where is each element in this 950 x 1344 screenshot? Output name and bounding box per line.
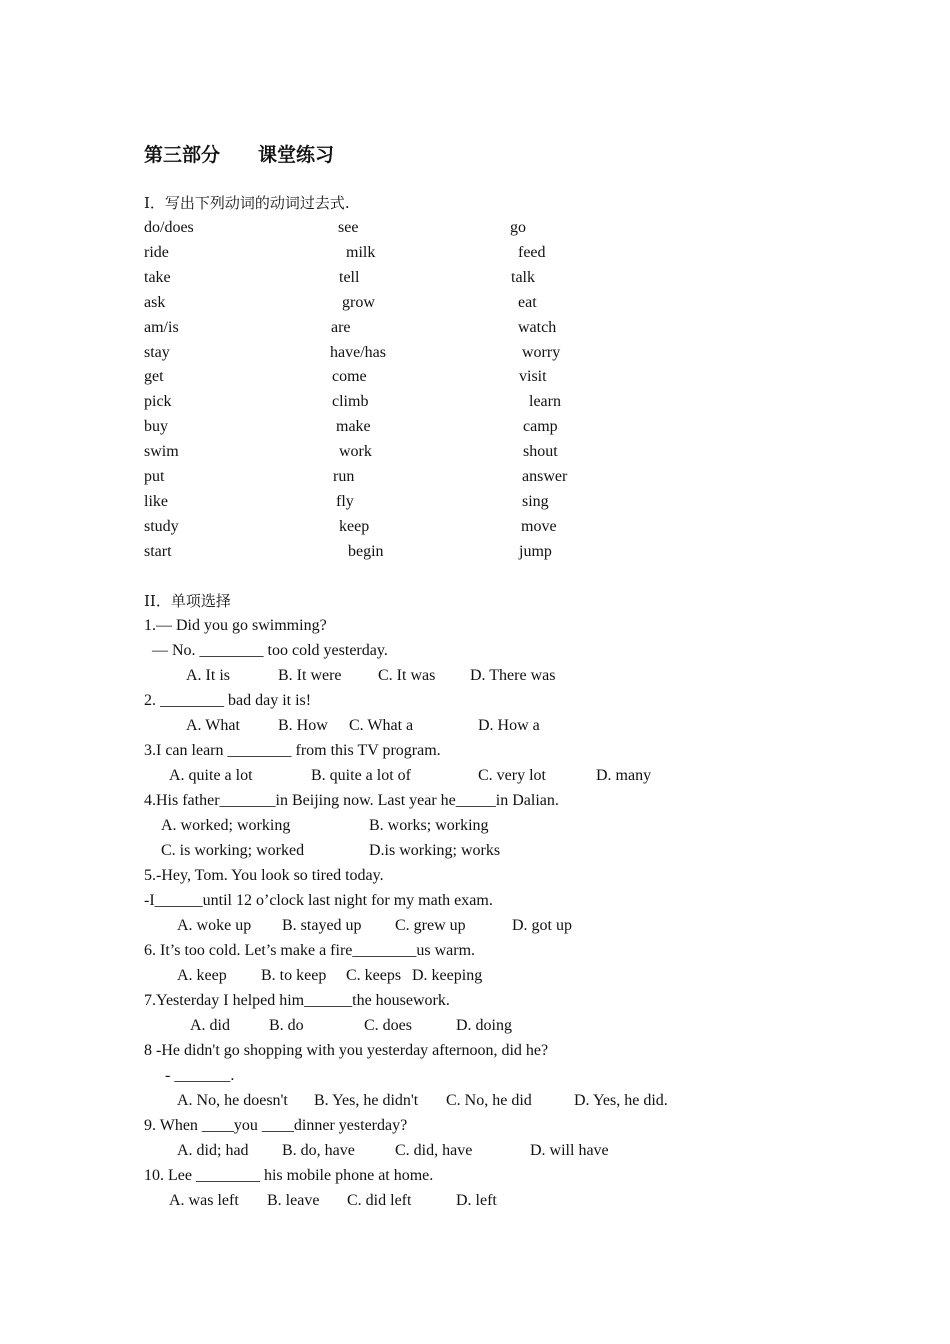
question-1-stem: 1.— Did you go swimming? bbox=[144, 617, 327, 634]
question-6-option-a: A. keep bbox=[177, 967, 227, 984]
verb-cell: move bbox=[521, 518, 557, 535]
question-2-option-a: A. What bbox=[186, 717, 240, 734]
verb-cell: are bbox=[331, 319, 351, 336]
verb-cell: shout bbox=[523, 443, 558, 460]
verb-cell: go bbox=[510, 219, 526, 236]
question-8-stem: 8 -He didn't go shopping with you yesterday afternoon, did he? bbox=[144, 1042, 549, 1059]
verb-cell: buy bbox=[144, 418, 168, 435]
verb-cell: eat bbox=[518, 294, 537, 311]
question-6-option-d: D. keeping bbox=[412, 967, 483, 984]
question-10-option-a: A. was left bbox=[169, 1192, 239, 1209]
verb-cell: feed bbox=[518, 244, 546, 261]
question-5-stem2: -I______until 12 o’clock last night for my math exam. bbox=[144, 892, 493, 909]
verb-cell: tell bbox=[339, 269, 360, 286]
verb-cell: grow bbox=[342, 294, 375, 311]
verb-cell: study bbox=[144, 518, 179, 535]
question-7-option-d: D. doing bbox=[456, 1017, 512, 1034]
verb-cell: answer bbox=[522, 468, 568, 485]
question-3-option-d: D. many bbox=[596, 767, 652, 784]
question-6-option-b: B. to keep bbox=[261, 967, 327, 984]
question-9-option-b: B. do, have bbox=[282, 1142, 355, 1159]
question-6-stem: 6. It’s too cold. Let’s make a fire________us warm. bbox=[144, 942, 476, 959]
verb-cell: work bbox=[339, 443, 372, 460]
question-10-stem: 10. Lee ________ his mobile phone at home. bbox=[144, 1167, 434, 1184]
question-5-option-c: C. grew up bbox=[395, 917, 466, 934]
question-10-option-b: B. leave bbox=[267, 1192, 320, 1209]
verb-cell: sing bbox=[522, 493, 549, 510]
question-1-option-b: B. It were bbox=[278, 667, 342, 684]
question-7-option-a: A. did bbox=[190, 1017, 230, 1034]
question-3-option-b: B. quite a lot of bbox=[311, 767, 411, 784]
verb-cell: camp bbox=[523, 418, 558, 435]
question-10-option-c: C. did left bbox=[347, 1192, 412, 1209]
verb-cell: see bbox=[338, 219, 359, 236]
question-4-option-a: A. worked; working bbox=[161, 817, 291, 834]
verb-cell: milk bbox=[346, 244, 376, 261]
question-8-stem2: - _______. bbox=[165, 1067, 235, 1084]
question-5-stem: 5.-Hey, Tom. You look so tired today. bbox=[144, 867, 384, 884]
verb-cell: ask bbox=[144, 294, 166, 311]
question-3-option-c: C. very lot bbox=[478, 767, 546, 784]
verb-cell: pick bbox=[144, 393, 172, 410]
verb-cell: fly bbox=[336, 493, 354, 510]
question-4-option-c: C. is working; worked bbox=[161, 842, 305, 859]
question-10-option-d: D. left bbox=[456, 1192, 497, 1209]
verb-cell: make bbox=[336, 418, 371, 435]
verb-cell: climb bbox=[332, 393, 369, 410]
question-1-option-a: A. It is bbox=[186, 667, 230, 684]
question-3-stem: 3.I can learn ________ from this TV program. bbox=[144, 742, 441, 759]
question-8-option-d: D. Yes, he did. bbox=[574, 1092, 668, 1109]
question-2-option-d: D. How a bbox=[478, 717, 540, 734]
question-7-option-b: B. do bbox=[269, 1017, 304, 1034]
verb-cell: keep bbox=[339, 518, 370, 535]
verb-cell: stay bbox=[144, 344, 170, 361]
verb-cell: learn bbox=[529, 393, 561, 410]
verb-cell: like bbox=[144, 493, 168, 510]
question-5-option-a: A. woke up bbox=[177, 917, 252, 934]
question-8-option-b: B. Yes, he didn't bbox=[314, 1092, 419, 1109]
question-2-option-b: B. How bbox=[278, 717, 328, 734]
verb-cell: jump bbox=[519, 543, 552, 560]
question-6-option-c: C. keeps bbox=[346, 967, 402, 984]
verb-cell: am/is bbox=[144, 319, 179, 336]
question-1-option-c: C. It was bbox=[378, 667, 436, 684]
verb-cell: worry bbox=[522, 344, 561, 361]
question-9-stem: 9. When ____you ____dinner yesterday? bbox=[144, 1117, 408, 1134]
question-8-option-a: A. No, he doesn't bbox=[177, 1092, 288, 1109]
verb-cell: swim bbox=[144, 443, 179, 460]
section2-heading: II．单项选择 bbox=[144, 592, 231, 610]
verb-cell: put bbox=[144, 468, 165, 485]
question-5-option-b: B. stayed up bbox=[282, 917, 362, 934]
verb-cell: ride bbox=[144, 244, 169, 261]
question-3-option-a: A. quite a lot bbox=[169, 767, 253, 784]
question-5-option-d: D. got up bbox=[512, 917, 572, 934]
question-9-option-d: D. will have bbox=[530, 1142, 609, 1159]
verb-cell: talk bbox=[511, 269, 535, 286]
verb-cell: start bbox=[144, 543, 172, 560]
page-title: 第三部分 课堂练习 bbox=[144, 144, 335, 166]
question-1-option-d: D. There was bbox=[470, 667, 556, 684]
verb-cell: visit bbox=[519, 368, 547, 385]
question-8-option-c: C. No, he did bbox=[446, 1092, 532, 1109]
section1-heading: I．写出下列动词的动词过去式. bbox=[144, 194, 350, 212]
verb-cell: get bbox=[144, 368, 164, 385]
verb-cell: take bbox=[144, 269, 171, 286]
question-4-option-b: B. works; working bbox=[369, 817, 489, 834]
verb-cell: run bbox=[333, 468, 355, 485]
question-9-option-a: A. did; had bbox=[177, 1142, 249, 1159]
question-7-option-c: C. does bbox=[364, 1017, 412, 1034]
verb-cell: watch bbox=[518, 319, 557, 336]
question-1-stem2: — No. ________ too cold yesterday. bbox=[152, 642, 388, 659]
question-7-stem: 7.Yesterday I helped him______the housework. bbox=[144, 992, 450, 1009]
question-9-option-c: C. did, have bbox=[395, 1142, 473, 1159]
question-4-option-d: D.is working; works bbox=[369, 842, 501, 859]
verb-cell: come bbox=[332, 368, 367, 385]
verb-cell: begin bbox=[348, 543, 384, 560]
verb-cell: do/does bbox=[144, 219, 194, 236]
verb-cell: have/has bbox=[330, 344, 386, 361]
question-4-stem: 4.His father_______in Beijing now. Last year he_____in Dalian. bbox=[144, 792, 559, 809]
question-2-stem: 2. ________ bad day it is! bbox=[144, 692, 312, 709]
question-2-option-c: C. What a bbox=[349, 717, 414, 734]
